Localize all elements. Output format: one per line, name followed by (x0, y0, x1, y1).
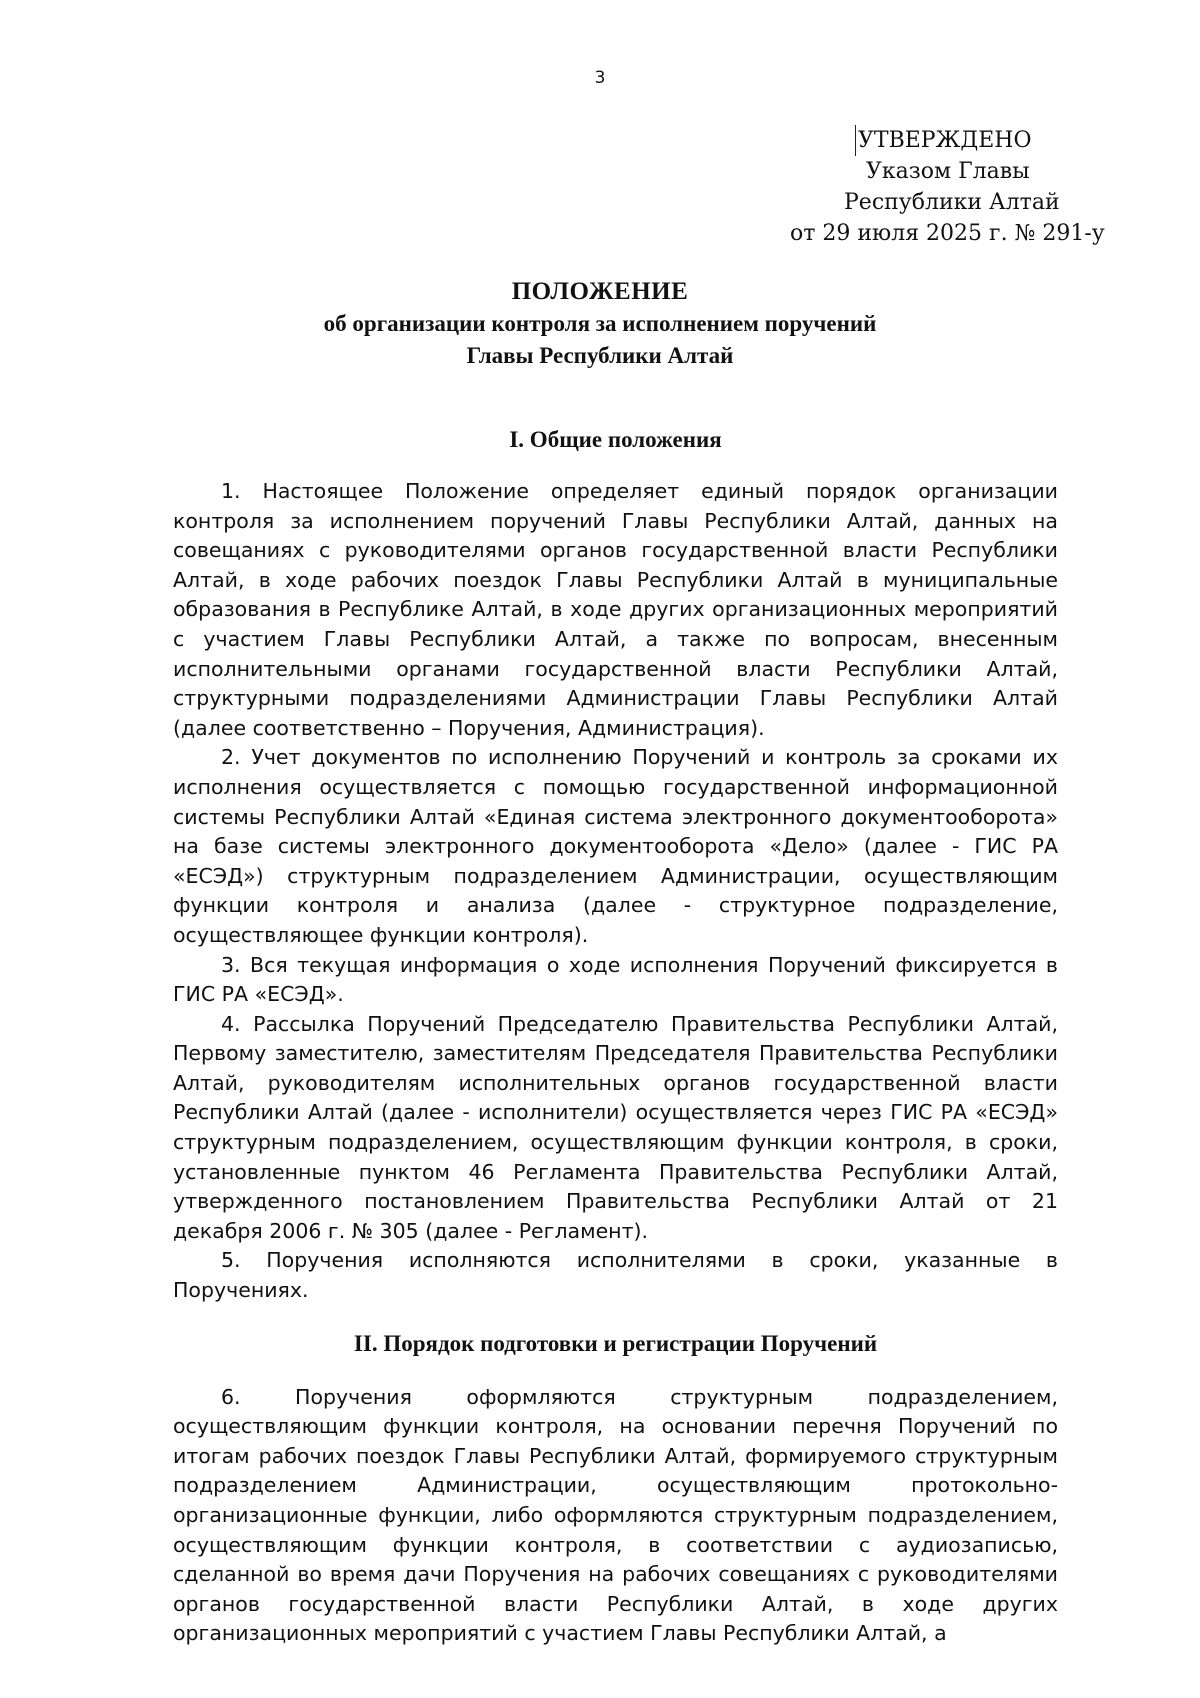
paragraph-6: 6. Поручения оформляются структурным подразделением, осуществляющим функции контроля, на основании перечня Поручений по итогам рабочих поездок Главы Республики Алтай, формируемого структурным подразделением Администрации, осуществляющим протокольно-организационные функции, либо оформляются структурным подразделением, осуществляющим функции контроля, в соответствии с аудиозаписью, сделанной во время дачи Поручения на рабочих совещаниях с руководителями органов государственной власти Республики Алтай, в ходе других организационных мероприятий с участием Главы Республики Алтай, а (173, 1384, 1058, 1646)
section-heading: II. Порядок подготовки и регистрации Поручений (353, 1330, 878, 1356)
paragraph-2: 2. Учет документов по исполнению Поручений и контроль за сроками их исполнения осуществляется с помощью государственной информационной системы Республики Алтай «Единая система электронного документооборота» на базе системы электронного документооборота «Дело» (далее - ГИС РА «ЕСЭД») структурным подразделением Администрации, осуществляющим функции контроля и анализа (далее - структурное подразделение, осуществляющее функции контроля). (173, 745, 1058, 947)
page-number: 3 (594, 68, 606, 88)
document-body (173, 425, 1058, 1649)
title-sub-2: Главы Республики Алтай (466, 343, 734, 368)
approval-line-republic: Республики Алтай (844, 190, 1060, 215)
document-title (0, 275, 1200, 372)
approval-line-date: от 29 июля 2025 г. № 291-у (790, 221, 1105, 246)
title-main: ПОЛОЖЕНИЕ (511, 278, 689, 305)
approval-title: УТВЕРЖДЕНО (855, 125, 1120, 156)
paragraph-1: 1. Настоящее Положение определяет единый порядок организации контроля за исполнением поручений Главы Республики Алтай, данных на совещаниях с руководителями органов государственной власти Республики Алтай, в ходе рабочих поездок Главы Республики Алтай в муниципальные образования в Республике Алтай, в ходе других организационных мероприятий с участием Главы Республики Алтай, а также по вопросам, внесенным исполнительными органами государственной власти Республики Алтай, структурными подразделениями Администрации Главы Республики Алтай (далее соответственно – Поручения, Администрация). (173, 479, 1058, 740)
section-heading: I. Общие положения (509, 427, 722, 452)
approval-line-decree: Указом Главы (866, 159, 1030, 184)
approval-stamp (760, 125, 1120, 249)
paragraph-3: 3. Вся текущая информация о ходе исполнения Поручений фиксируется в ГИС РА «ЕСЭД». (173, 952, 1058, 1007)
paragraph-4: 4. Рассылка Поручений Председателю Правительства Республики Алтай, Первому заместителю, заместителям Председателя Правительства Республики Алтай, руководителям исполнительных органов государственной власти Республики Алтай (далее - исполнители) осуществляется через ГИС РА «ЕСЭД» структурным подразделением, осуществляющим функции контроля, в сроки, установленные пунктом 46 Регламента Правительства Республики Алтай, утвержденного постановлением Правительства Республики Алтай от 21 декабря 2006 г. № 305 (далее - Регламент). (173, 1011, 1058, 1243)
paragraph-5: 5. Поручения исполняются исполнителями в сроки, указанные в Поручениях. (173, 1248, 1058, 1303)
title-sub-1: об организации контроля за исполнением поручений (323, 311, 877, 336)
